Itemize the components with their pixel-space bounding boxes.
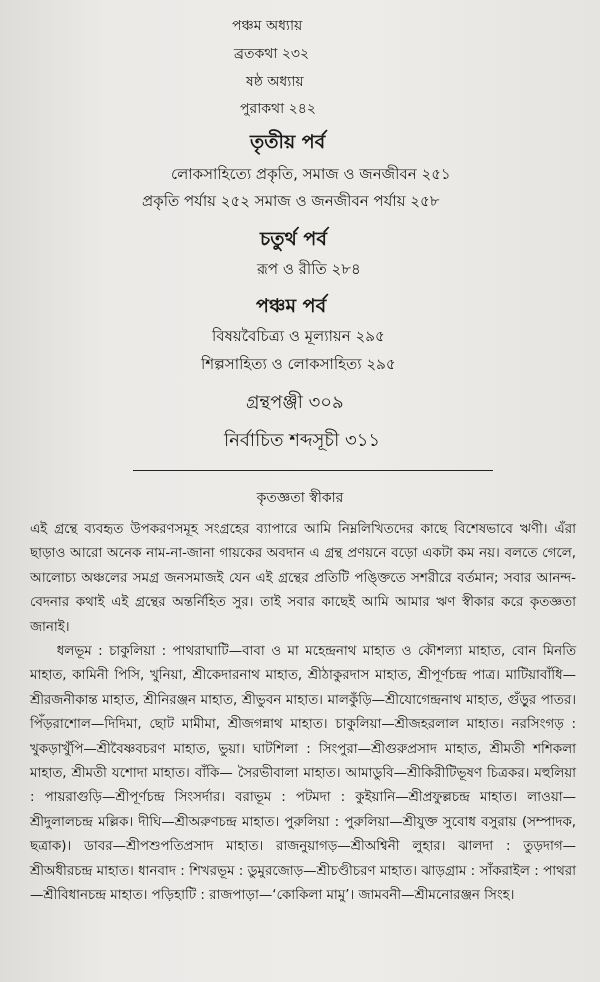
toc-chapter6-heading: ষষ্ঠ অধ্যায় [246, 74, 304, 90]
toc-part5-entry1: বিষয়বৈচিত্র্য ও মূল্যায়ন ২৯৫ [212, 327, 385, 345]
toc-bibliography: গ্রন্থপঞ্জী ৩০৯ [246, 392, 344, 413]
toc-part3-entry1: লোকসাহিত্যে প্রকৃতি, সমাজ ও জনজীবন ২৫১ [171, 165, 451, 183]
toc-part5-title: পঞ্চম পর্ব [256, 295, 327, 317]
acknowledgement-paragraph-1: এই গ্রন্থে ব্যবহৃত উপকরণসমূহ সংগ্রহের ব্যাপারে আমি নিম্নলিখিতদের কাছে বিশেষভাবে ঋণী। এঁরা ছাড়াও আরো অনেক নাম-না-জানা গায়কের অবদান এ গ্রন্থ প্রণয়নে বড়ো একটা কম নয়। বলতে গেলে, আলোচ্য অঞ্চলের সমগ্র জনসমাজই যেন এই গ্রন্থের প্রতিটি পঙ্ক্তিতে সশরীরে বর্তমান; সবার আনন্দ-বেদনার কথাই এই গ্রন্থের অন্তর্নিহিত সুর। তাই সবার কাছেই আমি আমার ঋণ স্বীকার করে কৃতজ্ঞতা জানাই। [30, 522, 576, 635]
toc-part3-entry2: প্রকৃতি পর্যায় ২৫২ সমাজ ও জনজীবন পর্যায় ২৫৮ [142, 192, 440, 210]
toc-glossary: নির্বাচিত শব্দসূচী ৩১১ [224, 430, 381, 451]
acknowledgement-title: কৃতজ্ঞতা স্বীকার [256, 490, 344, 506]
section-divider [133, 470, 493, 471]
toc-chapter6-entry: পুরাকথা ২৪২ [240, 101, 316, 117]
toc-part5-entry2: শিল্পসাহিত্য ও লোকসাহিত্য ২৯৫ [201, 355, 396, 373]
toc-chapter5-heading: পঞ্চম অধ্যায় [232, 18, 303, 34]
acknowledgement-body [30, 518, 576, 909]
toc-part4-title: চতুর্থ পর্ব [260, 228, 327, 250]
acknowledgement-paragraph-2: ধলভূম : চাকুলিয়া : পাথরাঘাটি—বাবা ও মা মহেন্দ্রনাথ মাহাত ও কৌশল্যা মাহাত, বোন মিনতি মাহাত, কামিনী পিসি, খুনিয়া, শ্রীকেদারনাথ মাহাত, শ্রীঠাকুরদাস মাহাত, শ্রীপূর্ণচন্দ্র পাত্র। মাটিয়াবাঁধি—শ্রীরজনীকান্ত মাহাত, শ্রীনিরঞ্জন মাহাত, শ্রীভুবন মাহাত। মালকুঁড়ি—শ্রীযোগেন্দ্রনাথ মাহাত, গুঁড়ুর পাতর। পিঁড়রাশোল—দিদিমা, ছোট মামীমা, শ্রীজগন্নাথ মাহাত। চাকুলিয়া—শ্রীজহরলাল মাহাত। নরসিংগড় : খুকড়াখুঁপি—শ্রীবৈষ্ণবচরণ মাহাত, ভুয়া। ঘাটশিলা : সিংপুরা—শ্রীগুরুপ্রসাদ মাহাত, শ্রীমতী শশিকলা মাহাত, শ্রীমতী যশোদা মাহাত। বাঁকি— সৈরভীবালা মাহাত। আমাডুবি—শ্রীকিরীটিভূষণ চিত্রকর। মহুলিয়া : পায়রাগুড়ি—শ্রীপূর্ণচন্দ্র সিংসর্দার। বরাভূম : পটমদা : কুইয়ানি—শ্রীপ্রফুল্লচন্দ্র মাহাত। লাওয়া—শ্রীদুলালচন্দ্র মল্লিক। দীঘি—শ্রীঅরুণচন্দ্র মাহাত। পুরুলিয়া : পুরুলিয়া—শ্রীযুক্ত সুবোধ বসুরায় (সম্পাদক, ছত্রাক)। ডাবর—শ্রীপশুপতিপ্রসাদ মাহাত। রাজনুয়াগড়—শ্রীঅশ্বিনী লুহার। ঝালদা : তুড়দাগ—শ্রীঅধীরচন্দ্র মাহাত। ধানবাদ : শিখরভূম : ডুমুরজোড়—শ্রীচণ্ডীচরণ মাহাত। ঝাড়গ্রাম : সাঁকরাইল : পাথরা—শ্রীবিধানচন্দ্র মাহাত। পড়িহাটি : রাজপাড়া—‘কোকিলা মামু’। জামবনী—শ্রীমনোরঞ্জন সিংহ। [30, 644, 576, 904]
toc-part3-title: তৃতীয় পর্ব [250, 131, 326, 153]
toc-chapter5-entry: ব্রতকথা ২৩২ [234, 46, 310, 62]
toc-part4-entry1: রূপ ও রীতি ২৮৪ [257, 260, 361, 278]
